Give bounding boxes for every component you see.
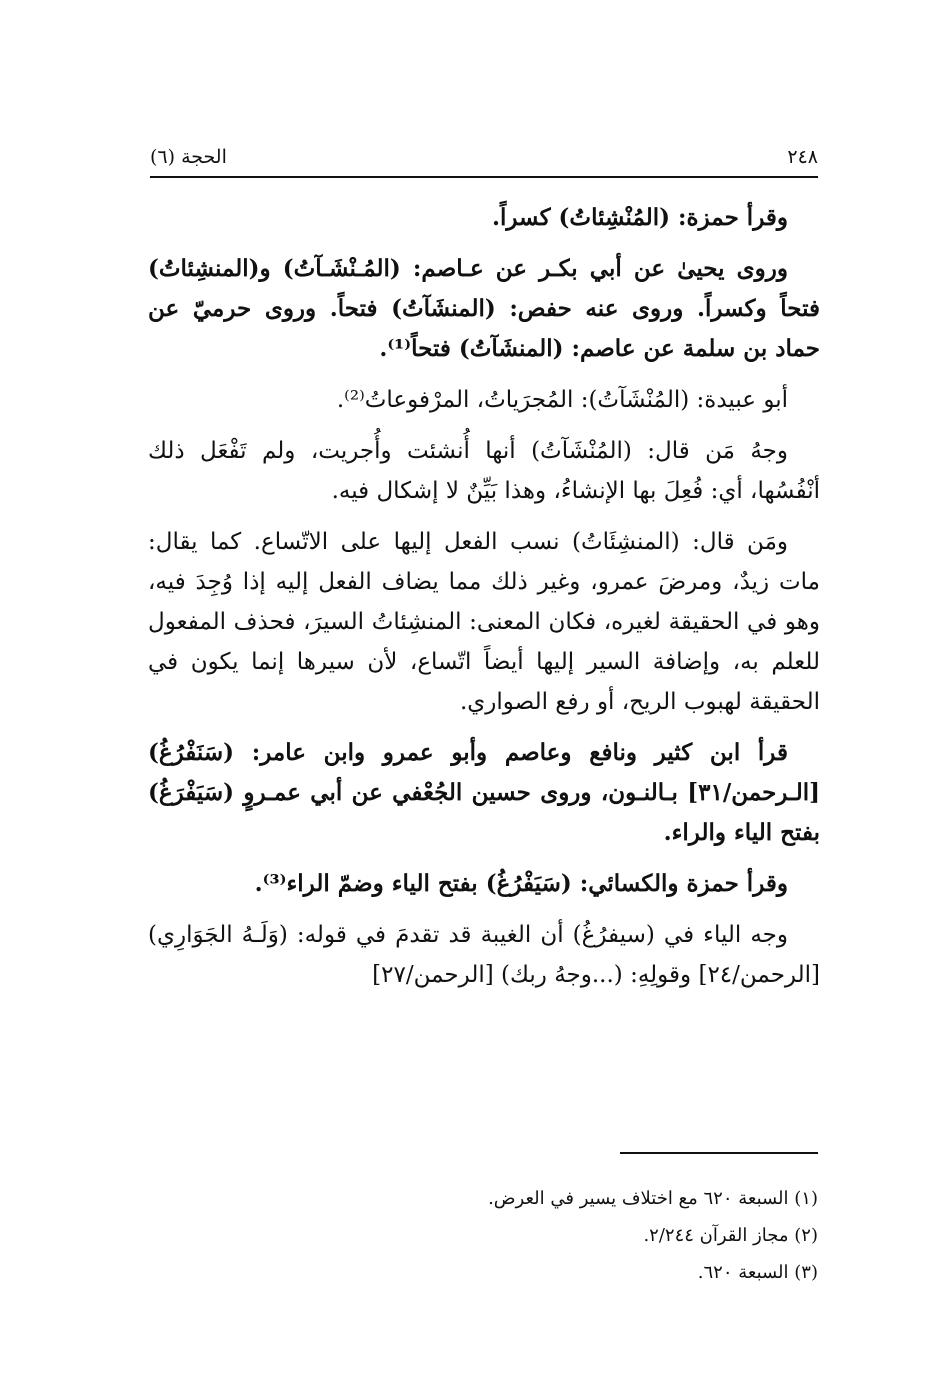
- footnote: (١) السبعة ٦٢٠ مع اختلاف يسير في العرض.: [488, 1188, 818, 1209]
- footnotes: [300, 1180, 818, 1291]
- paragraph: وروى يحيىٰ عن أبي بكـر عن عـاصم: (المُـنْشَـآتُ) و(المنشِئاتُ) فتحاً وكسراً. وروى عنه حفص: (المنشَآتُ) فتحاً. وروى حرميّ عن حماد بن سلمة عن عاصم: (المنشَآتُ) فتحاً⁽¹⁾.: [148, 255, 820, 362]
- paragraph: ومَن قال: (المنشِئَاتُ) نسب الفعل إليها على الاتّساع. كما يقال: مات زيدٌ، ومرضَ عمرو، وغير ذلك مما يضاف الفعل إليه إذا وُجِدَ فيه، وهو في الحقيقة لغيره، فكان المعنى: المنشِئاتُ السيرَ، فحذف المفعول للعلم به، وإضافة السير إليها أيضاً اتّساع، لأن سيرها إنما يكون في الحقيقة لهبوب الريح، أو رفع الصواري.: [148, 529, 820, 715]
- header-divider: [150, 176, 818, 178]
- footnote-divider: [620, 1152, 818, 1154]
- paragraph: أبو عبيدة: (المُنْشَآتُ): المُجرَياتُ، المرْفوعاتُ⁽²⁾.: [336, 387, 788, 413]
- footnote: (٣) السبعة ٦٢٠.: [697, 1262, 818, 1283]
- paragraph: قرأ ابن كثير ونافع وعاصم وأبو عمرو وابن عامر: (سَنَفْرُغُ) [الـرحمن/٣١] بـالنـون، وروى حسين الجُعْفي عن أبي عمـروٍ (سَيَفْرَغُ) بفتح الياء والراء.: [148, 739, 820, 846]
- running-header: [150, 128, 818, 168]
- paragraph: وجه الياء في (سيفرُغُ) أن الغيبة قد تقدمَ في قوله: (وَلَـهُ الجَوَارِي) [الرحمن/٢٤] وقولِهِ: (...وجهُ ربك) [الرحمن/٢٧]: [148, 922, 820, 988]
- footnote: (٢) مجاز القرآن ٢/٢٤٤.: [643, 1225, 818, 1246]
- paragraph: وجهُ مَن قال: (المُنْشَآتُ) أنها أُنشئت وأُجريت، ولم تَفْعَل ذلك أنْفُسُها، أي: فُعِلَ بها الإنشاءُ، وهذا بَيِّنٌ لا إشكال فيه.: [148, 438, 820, 504]
- book-title: الحجة (٦): [150, 146, 227, 168]
- paragraph: وقرأ حمزة والكسائي: (سَيَفْرُغُ) بفتح الياء وضمّ الراء⁽³⁾.: [254, 870, 788, 897]
- main-text: [148, 198, 820, 1006]
- paragraph: وقرأ حمزة: (المُنْشِئاتُ) كسراً.: [491, 204, 788, 231]
- page-number: ٢٤٨: [787, 146, 818, 168]
